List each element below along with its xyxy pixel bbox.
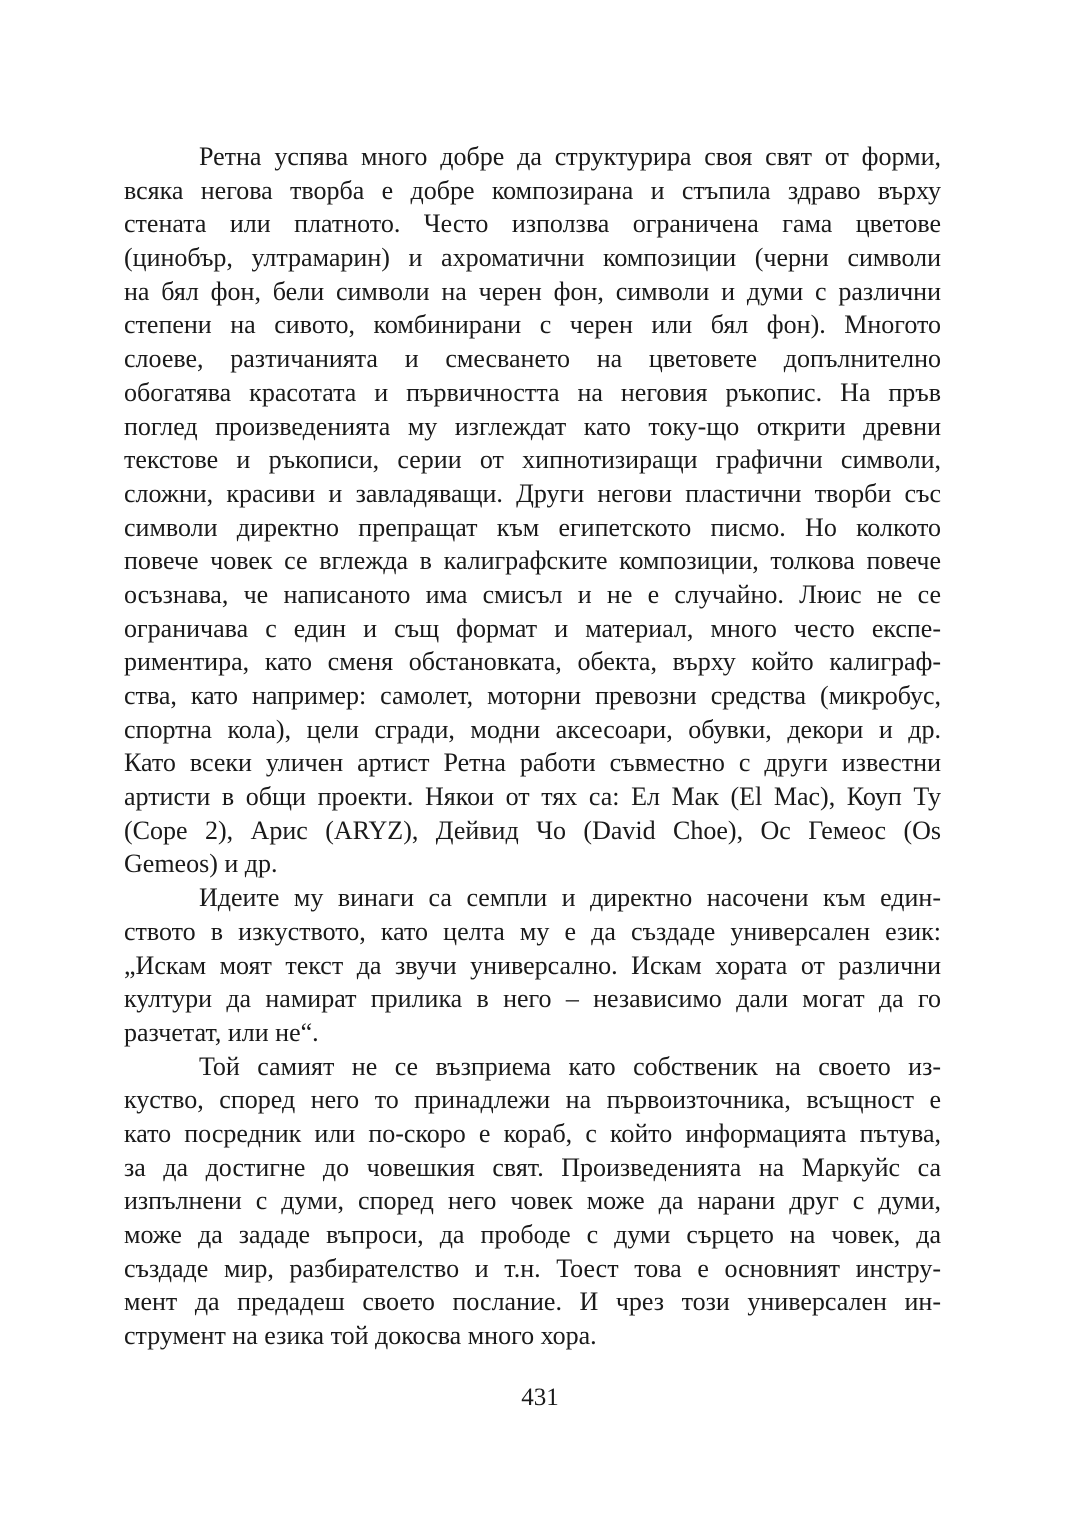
page-number: 431 <box>521 1384 559 1411</box>
text-line: стената или платното. Често използва ограничена гама цветове <box>124 209 941 239</box>
text-line: куство, според него то принадлежи на първоизточника, всъщност е <box>124 1085 941 1115</box>
paragraph-3 <box>124 1050 941 1353</box>
text-line: Gemeos) и др. <box>124 849 278 879</box>
text-line: осъзнава, че написаното има смисъл и не е случайно. Люис не се <box>124 579 941 609</box>
paragraph-2 <box>124 881 941 1049</box>
text-line: като посредник или по-скоро е кораб, с който информацията пътува, <box>124 1118 941 1148</box>
text-line: разчетат, или не“. <box>124 1017 319 1047</box>
text-line: „Искам моят текст да звучи универсално. Искам хората от различни <box>124 950 941 980</box>
text-line: текстове и ръкописи, серии от хипнотизиращи графични символи, <box>124 445 941 475</box>
text-line: (Cope 2), Арис (ARYZ), Дейвид Чо (David Choe), Ос Гемеос (Os <box>124 815 941 845</box>
text-line: на бял фон, бели символи на черен фон, символи и думи с различни <box>124 276 941 306</box>
text-line: може да зададе въпроси, да прободе с думи сърцето на човек, да <box>124 1220 941 1249</box>
text-line: Ретна успява много добре да структурира своя свят от форми, <box>199 142 941 171</box>
text-line: всяка негова творба е добре композирана и стъпила здраво върху <box>124 175 941 205</box>
text-line: създаде мир, разбирателство и т.н. Тоест това е основният инстру- <box>124 1253 941 1283</box>
text-line: спортна кола), цели сгради, модни аксесоари, обувки, декори и др. <box>124 714 941 744</box>
text-line: Като всеки уличен артист Ретна работи съвместно с други известни <box>124 748 941 778</box>
text-line: Той самият не се възприема като собственик на своето из- <box>199 1051 941 1081</box>
text-line: повече човек се вглежда в калиграфските композиции, толкова повече <box>124 546 941 576</box>
text-line: сложни, красиви и завладяващи. Други негови пластични творби със <box>124 478 941 508</box>
text-line: ството в изкуството, като целта му е да създаде универсален език: <box>124 916 941 946</box>
text-line: обогатява красотата и първичността на неговия ръкопис. На пръв <box>124 377 941 407</box>
text-line: слоеве, разтичанията и смесването на цветовете допълнително <box>124 344 941 374</box>
text-line: изпълнени с думи, според него човек може да нарани друг с думи, <box>124 1186 941 1216</box>
text-line: Идеите му винаги са семпли и директно насочени към един- <box>199 883 941 913</box>
text-line: поглед произведенията му изглеждат като току-що открити древни <box>124 411 941 441</box>
text-line: култури да намират прилика в него – независимо дали могат да го <box>124 984 941 1014</box>
text-line: струмент на езика той докосва много хора. <box>124 1321 597 1351</box>
text-line: мент да предадеш своето послание. И чрез този универсален ин- <box>124 1287 941 1317</box>
text-line: артисти в общи проекти. Някои от тях са: Ел Мак (El Mac), Коуп Ту <box>124 782 941 812</box>
text-line: символи директно препращат към египетското писмо. Но колкото <box>124 512 941 542</box>
text-line: степени на сивото, комбинирани с черен или бял фон). Многото <box>124 310 941 340</box>
text-line: за да достигне до човешкия свят. Произведенията на Маркуйс са <box>124 1152 941 1182</box>
text-line: (цинобър, ултрамарин) и ахроматични композиции (черни символи <box>124 243 941 273</box>
text-line: ства, като например: самолет, моторни превозни средства (микробус, <box>124 681 941 710</box>
body-text <box>124 140 941 1353</box>
text-line: ограничава с един и същ формат и материал, много често експе- <box>124 613 941 643</box>
text-line: риментира, като сменя обстановката, обекта, върху който калиграф- <box>124 647 941 677</box>
paragraph-1 <box>124 140 941 881</box>
